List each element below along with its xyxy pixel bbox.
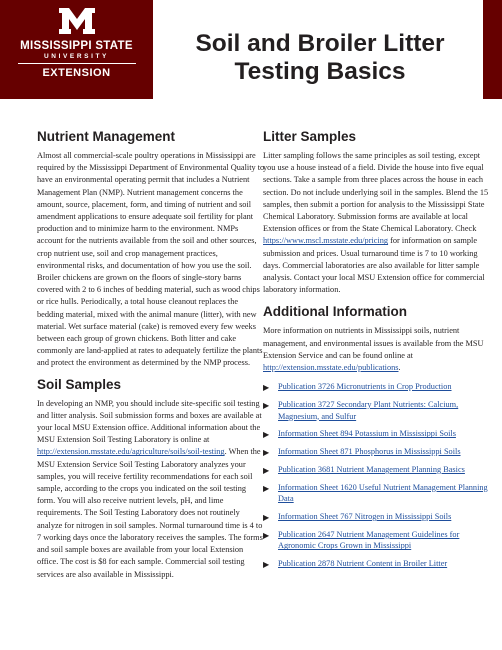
list-item	[263, 464, 491, 476]
logo-divider	[18, 63, 136, 64]
additional-information-text-2: .	[398, 363, 401, 373]
list-item	[263, 511, 491, 523]
nutrient-management-body: Almost all commercial-scale poultry operations in Mississippi are required by the Mississippi Department of Environmental Quality to have an environmental operating permit that includes a Nutrient Management Plan (NMP). Nutrient management concerns the amount, source, placement, form, and timing of nutrient and soil amendment applications to ensure adequate soil fertility for plant production and to minimize harm to the environment. NMPs account for the nutrients available from the soil and other sources, crop nutrient use, soil and crop management practices, environmental risks, and documentation of how you use the soil. Broiler chickens are grown on the floors of single-story barns covered with 2 to 6 inches of bedding material, such as wood chips or rice hulls. Periodically, a total house cleanout replaces the bedding material, mixed with the animal manure (litter), with new material. Wet surface material (cake) is removed every few weeks between each group of grown chickens. Both litter and cake commonly are land-applied at rates to adequately fertilize the plants and protect the environment as determined by the NMP process.	[37, 151, 265, 368]
triangle-right-icon: ▶	[263, 401, 270, 411]
list-item	[263, 381, 491, 393]
publication-link[interactable]: Publication 3727 Secondary Plant Nutrients: Calcium, Magnesium, and Sulfur	[278, 400, 459, 421]
litter-samples-section	[263, 128, 491, 296]
additional-information-section	[263, 303, 491, 569]
left-column	[37, 128, 265, 581]
soil-samples-section	[37, 376, 265, 581]
msu-m-logo-icon	[57, 6, 97, 36]
publication-link[interactable]: Information Sheet 1620 Useful Nutrient Management Planning Data	[278, 482, 488, 504]
triangle-right-icon: ▶	[263, 530, 270, 540]
triangle-right-icon: ▶	[263, 430, 270, 440]
publication-link[interactable]: Publication 2878 Nutrient Content in Broiler Litter	[278, 559, 448, 569]
soil-samples-body	[37, 398, 265, 581]
header-maroon-edge	[483, 0, 502, 99]
triangle-right-icon: ▶	[263, 513, 270, 523]
additional-information-body	[263, 325, 491, 374]
litter-samples-text-2: for information on sample submission and prices. Usual turnaround time is 7 to 10 working days. Commercial laboratories are also available for litter sample analysis. Contact your local MSU Extension office for commercial laboratory information.	[263, 236, 485, 295]
publication-link[interactable]: Information Sheet 871 Phosphorus in Mississippi Soils	[278, 447, 461, 457]
mscl-pricing-link[interactable]: https://www.mscl.msstate.edu/pricing	[263, 236, 389, 246]
additional-information-text-1: More information on nutrients in Mississippi soils, nutrient management, and environmental issues is available from the MSU Extension Service and can be found online at	[263, 326, 484, 360]
triangle-right-icon: ▶	[263, 483, 270, 493]
list-item	[263, 558, 491, 570]
page-title	[175, 30, 465, 86]
triangle-right-icon: ▶	[263, 560, 270, 570]
publication-link[interactable]: Information Sheet 767 Nitrogen in Mississippi Soils	[278, 512, 452, 522]
additional-information-heading: Additional Information	[263, 304, 407, 320]
logo-university-label: UNIVERSITY	[43, 53, 109, 60]
list-item	[263, 399, 491, 422]
soil-samples-text-2: . When the MSU Extension Service Soil Testing Laboratory analyzes your samples, you will receive fertility recommendations for each soil sample, according to the crops you indicated on the soil testing form. You will also receive nutrient levels, pH, and lime requirements. The Soil Testing Laboratory does not routinely analyze for nitrogen in soil samples. Normal turnaround time is 4 to 7 working days once the laboratory receives the samples. The forms and soil sample boxes are available from your local Extension office. The cost is $8 for each sample. Commercial soil testing services are also available in Mississippi.	[37, 447, 263, 579]
litter-samples-body	[263, 150, 491, 296]
triangle-right-icon: ▶	[263, 448, 270, 458]
page-title-line-2: Testing Basics	[234, 58, 406, 85]
litter-samples-text-1: Litter sampling follows the same principles as soil testing, except you use a house instead of a field. Divide the house into five equal sections. Take a sample from three places across the house in each section. Do not include underlying soil in the samples. Blend the 15 samples, then submit a portion for analysis to the Mississippi State Chemical Laboratory. Submission forms are available at local Extension offices or from the State Chemical Laboratory. Check	[263, 151, 489, 234]
publication-link[interactable]: Publication 2647 Nutrient Management Guidelines for Agronomic Crops Grown in Mississippi	[278, 529, 460, 551]
page-title-line-1: Soil and Broiler Litter	[195, 30, 445, 57]
svg-text:S: S	[74, 12, 79, 19]
publication-link[interactable]: Publication 3726 Micronutrients in Crop Production	[278, 382, 452, 392]
logo-university-name: MISSISSIPPI STATE	[20, 40, 133, 52]
soil-samples-text-1: In developing an NMP, you should include site-specific soil testing and litter analysis. Soil submission forms and boxes are available at your local MSU Extension office. Additional information about the MSU Extension Soil Testing Laboratory is online at	[37, 398, 262, 445]
list-item	[263, 428, 491, 440]
list-item	[263, 482, 491, 505]
triangle-right-icon: ▶	[263, 383, 270, 393]
triangle-right-icon: ▶	[263, 465, 270, 475]
nutrient-management-section	[37, 128, 265, 370]
soil-samples-heading: Soil Samples	[37, 376, 122, 392]
right-column	[263, 128, 491, 576]
list-item	[263, 529, 491, 552]
litter-samples-heading: Litter Samples	[263, 129, 357, 144]
msu-extension-logo[interactable]	[0, 6, 153, 79]
publications-list	[263, 381, 491, 569]
logo-extension-label: EXTENSION	[42, 67, 111, 79]
nutrient-management-heading: Nutrient Management	[37, 129, 176, 144]
list-item	[263, 446, 491, 458]
soil-testing-link[interactable]: http://extension.msstate.edu/agriculture/soils/soil-testing	[37, 447, 225, 457]
publication-link[interactable]: Publication 3681 Nutrient Management Planning Basics	[278, 464, 465, 474]
publication-link[interactable]: Information Sheet 894 Potassium in Mississippi Soils	[278, 429, 456, 439]
publications-link[interactable]: http://extension.msstate.edu/publications	[263, 363, 399, 373]
